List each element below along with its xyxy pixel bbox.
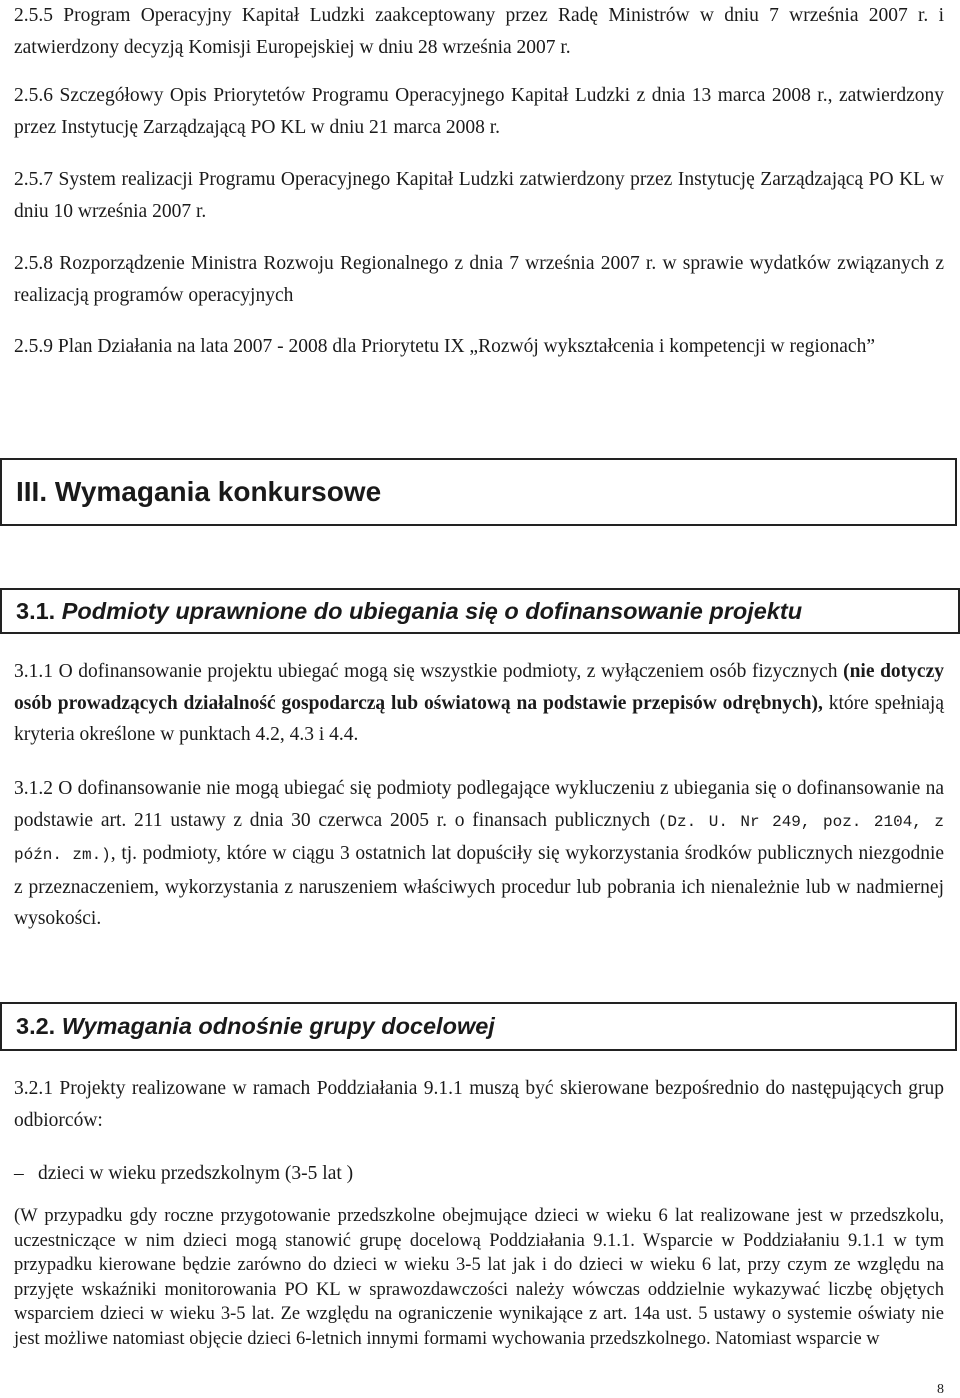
section-3-2-heading-box: [0, 1002, 957, 1051]
reference-2-5-5: 2.5.5 Program Operacyjny Kapitał Ludzki zaakceptowany przez Radę Ministrów w dniu 7 września 2007 r. i zatwierdzony decyzją Komisji Europejskiej w dniu 28 września 2007 r.: [14, 5, 944, 58]
section-3-1-heading: [16, 598, 802, 625]
section-3-2-number: 3.2.: [16, 1013, 56, 1039]
chapter-heading-box: [0, 458, 957, 526]
section-3-2-heading: [16, 1013, 495, 1040]
section-3-1-heading-box: [0, 588, 960, 634]
reference-2-5-6: 2.5.6 Szczegółowy Opis Priorytetów Programu Operacyjnego Kapitał Ludzki z dnia 13 marca 2008 r., zatwierdzony przez Instytucję Zarządzającą PO KL w dniu 21 marca 2008 r.: [14, 85, 944, 138]
paragraph-3-1-2-text-c: , tj. podmioty, które w ciągu 3 ostatnich lat dopuściły się wykorzystania środków publicznych niezgodnie z przeznaczeniem, wykorzystania z naruszeniem właściwych procedur lub pobrania ich nienależnie lub w nadmiernej wysokości.: [14, 843, 945, 929]
paragraph-3-1-1: [14, 656, 944, 751]
section-3-2-title: Wymagania odnośnie grupy docelowej: [61, 1013, 495, 1039]
paragraph-3-1-2-citation: (Dz. U. Nr 249, poz. 2104, z późn. zm.): [14, 812, 944, 864]
chapter-heading: III. Wymagania konkursowe: [16, 476, 382, 507]
paragraph-3-1-1-text-c: które spełniają kryteria określone w punktach 4.2, 4.3 i 4.4.: [14, 692, 945, 745]
paragraph-3-1-2-text-a: 3.1.2 O dofinansowanie nie mogą ubiegać się podmioty podlegające wykluczeniu z ubiegania się o dofinansowanie na podstawie art. 211 ustawy z dnia 30 czerwca 2005 r. o finansach publicznych: [14, 778, 944, 831]
paragraph-3-2-1: 3.2.1 Projekty realizowane w ramach Poddziałania 9.1.1 muszą być skierowane bezpośrednio do następujących grup odbiorców:: [14, 1078, 944, 1131]
reference-2-5-7: 2.5.7 System realizacji Programu Operacyjnego Kapitał Ludzki zatwierdzony przez Instytucję Zarządzającą PO KL w dniu 10 września 2007 r.: [14, 169, 944, 222]
reference-2-5-9: 2.5.9 Plan Działania na lata 2007 - 2008 dla Priorytetu IX „Rozwój wykształcenia i kompetencji w regionach”: [14, 336, 875, 357]
dash-bullet-icon: –: [14, 1163, 24, 1184]
paragraph-3-1-1-text-a: 3.1.1 O dofinansowanie projektu ubiegać mogą się wszystkie podmioty, z wyłączeniem osób fizycznych: [14, 661, 844, 682]
target-group-label: dzieci w wieku przedszkolnym (3-5 lat ): [38, 1163, 354, 1184]
section-3-1-number: 3.1.: [16, 598, 56, 624]
paragraph-3-1-2: [14, 773, 944, 935]
paragraph-3-1-1-bold-text: (nie dotyczy osób prowadzących działalność gospodarczą lub oświatową na podstawie przepisów odrębnych),: [14, 661, 944, 714]
target-group-note: (W przypadku gdy roczne przygotowanie przedszkolne obejmujące dzieci w wieku 6 lat realizowane jest w przedszkolu, uczestniczące w nim dzieci mogą stanowić grupę docelową Poddziałania 9.1.1. Wsparcie w Poddziałaniu 9.1.1 w tym przypadku kierowane będzie zarówno do dzieci w wieku 3-5 lat jak i do dzieci w wieku 6 lat, przy czym ze względu na przyjęte wskaźniki monitorowania PO KL w sprawozdawczości należy wówczas oddzielnie wykazywać liczbę objętych wsparciem dzieci w wieku 3-5 lat. Ze względu na ograniczenie wynikające z art. 14a ust. 5 ustawy o systemie oświaty nie jest możliwe natomiast objęcie dzieci 6-letnich innymi formami wychowania przedszkolnego. Natomiast wsparcie w: [14, 1206, 944, 1349]
target-group-list-item: [14, 1160, 353, 1188]
page-number: 8: [937, 1382, 944, 1397]
reference-2-5-8: 2.5.8 Rozporządzenie Ministra Rozwoju Regionalnego z dnia 7 września 2007 r. w sprawie wydatków związanych z realizacją programów operacyjnych: [14, 253, 944, 306]
section-3-1-title: Podmioty uprawnione do ubiegania się o dofinansowanie projektu: [61, 598, 803, 624]
